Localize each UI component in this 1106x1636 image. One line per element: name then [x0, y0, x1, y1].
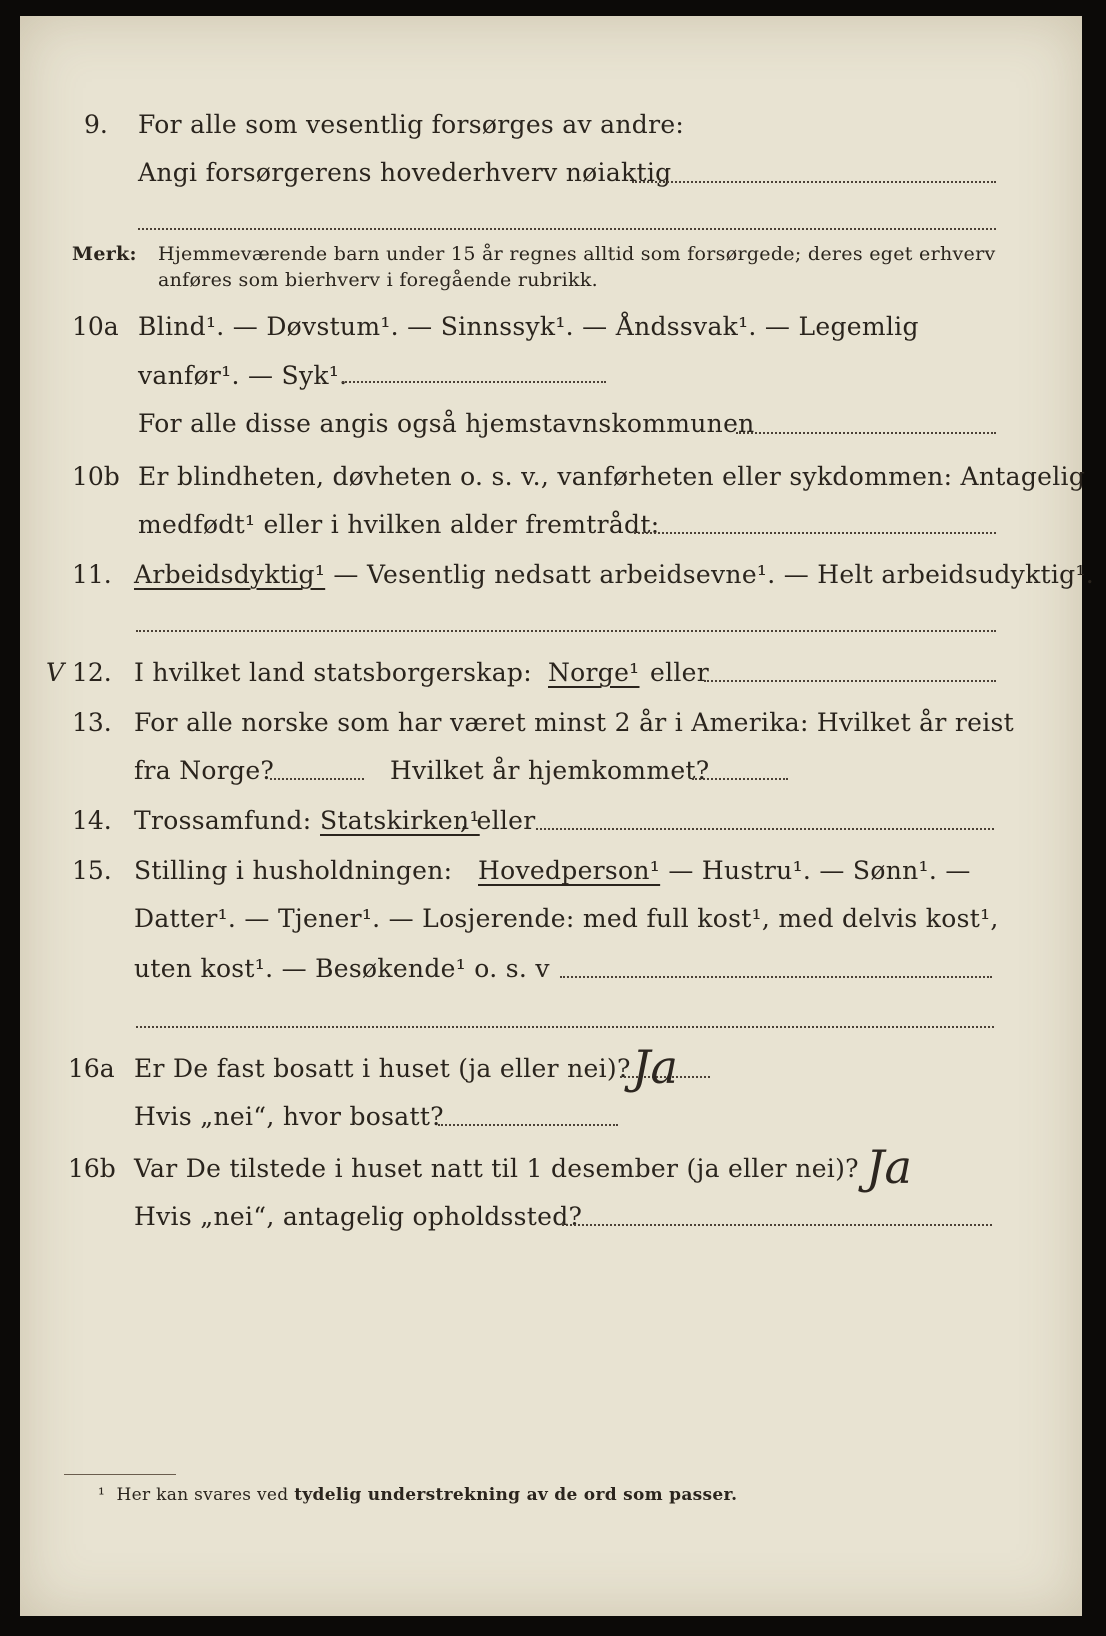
q9-answer-field[interactable]	[632, 181, 996, 183]
q11-rest: — Vesentlig nedsatt arbeidsevne¹. — Helt arbeidsudyktig¹.	[325, 560, 1095, 589]
q15-line1	[478, 856, 971, 886]
q11-option-arbeidsdyktig[interactable]: Arbeidsdyktig¹	[134, 560, 326, 589]
q14-number: 14.	[72, 806, 112, 835]
q16b-opholdssted-field[interactable]	[562, 1224, 992, 1226]
q14-option-statskirken[interactable]: Statskirken¹	[320, 806, 480, 835]
q13-number: 13.	[72, 708, 112, 737]
q9-number: 9.	[84, 110, 108, 139]
census-form-page	[20, 16, 1095, 1616]
q13-hjemkommet-field[interactable]	[692, 778, 788, 780]
q16a-bosatt-field[interactable]	[438, 1124, 618, 1126]
q11-number: 11.	[72, 560, 112, 589]
q10a-line1: Blind¹. — Døvstum¹. — Sinnssyk¹. — Åndssvak¹. — Legemlig	[138, 312, 919, 341]
q16b-number: 16b	[68, 1154, 116, 1183]
merk-line1: Hjemmeværende barn under 15 år regnes alltid som forsørgede; deres eget erhverv	[158, 243, 996, 265]
q16b-line1: Var De tilstede i huset natt til 1 desember (ja eller nei)?	[134, 1154, 859, 1183]
footnote	[98, 1484, 737, 1506]
q16a-line2: Hvis „nei“, hvor bosatt?	[134, 1102, 444, 1131]
q15-line2: Datter¹. — Tjener¹. — Losjerende: med full kost¹, med delvis kost¹,	[134, 904, 999, 933]
q16b-line2: Hvis „nei“, antagelig opholdssted?	[134, 1202, 583, 1231]
q14-text: Trossamfund:	[134, 806, 312, 835]
q15-stilling-field-2[interactable]	[136, 1026, 994, 1028]
q12-option-norge[interactable]: Norge¹	[548, 658, 640, 687]
q13-line2a: fra Norge?	[134, 756, 275, 785]
q10a-line3: For alle disse angis også hjemstavnskommunen	[138, 409, 755, 438]
q16a-handwritten-answer: Ja	[632, 1040, 678, 1094]
q15-line3: uten kost¹. — Besøkende¹ o. s. v	[134, 954, 550, 983]
footnote-rule	[64, 1474, 176, 1475]
footnote-mark: ¹	[98, 1485, 106, 1505]
q16a-number: 16a	[68, 1054, 115, 1083]
q10a-number: 10a	[72, 312, 119, 341]
q10a-kommune-field[interactable]	[736, 432, 996, 434]
q15-stilling-field[interactable]	[560, 976, 992, 978]
q10b-alder-field[interactable]	[634, 532, 996, 534]
footnote-text-bold: tydelig understrekning av de ord som passer.	[294, 1485, 738, 1505]
q13-line2b: Hvilket år hjemkommet?	[390, 756, 710, 785]
q14-trossamfund-field[interactable]	[536, 828, 994, 830]
q9-line2: Angi forsørgerens hovederhverv nøiaktig	[138, 158, 672, 187]
q13-reist-field[interactable]	[270, 778, 364, 780]
q12-check-mark: V	[46, 658, 65, 687]
q16b-handwritten-answer: Ja	[866, 1140, 912, 1194]
q10b-line1: Er blindheten, døvheten o. s. v., vanførheten eller sykdommen: Antagelig	[138, 462, 1086, 491]
q10b-line2: medfødt¹ eller i hvilken alder fremtrådt:	[138, 510, 660, 539]
q10a-syk-field[interactable]	[342, 381, 606, 383]
q14-tail: , eller	[460, 806, 536, 835]
q13-line1: For alle norske som har været minst 2 år i Amerika: Hvilket år reist	[134, 708, 1015, 737]
q12-land-field[interactable]	[704, 680, 996, 682]
q9-answer-field-2[interactable]	[138, 228, 996, 230]
q15-number: 15.	[72, 856, 112, 885]
q15-rest1: — Hustru¹. — Sønn¹. —	[660, 856, 971, 885]
merk-label: Merk:	[72, 243, 137, 265]
q10a-line2: vanfør¹. — Syk¹.	[138, 361, 348, 390]
q12-text: I hvilket land statsborgerskap:	[134, 658, 532, 687]
q15-option-hovedperson[interactable]: Hovedperson¹	[478, 856, 661, 885]
q12-tail: eller	[650, 658, 710, 687]
q11-line	[134, 560, 1094, 590]
q16a-line1: Er De fast bosatt i huset (ja eller nei)?	[134, 1054, 631, 1083]
q11-answer-field[interactable]	[136, 630, 996, 632]
q9-line1: For alle som vesentlig forsørges av andre:	[138, 110, 685, 139]
q10b-number: 10b	[72, 462, 120, 491]
footnote-text: Her kan svares ved	[116, 1485, 295, 1505]
q12-number: 12.	[72, 658, 112, 687]
merk-line2: anføres som bierhverv i foregående rubrikk.	[158, 269, 598, 291]
q15-text: Stilling i husholdningen:	[134, 856, 453, 885]
